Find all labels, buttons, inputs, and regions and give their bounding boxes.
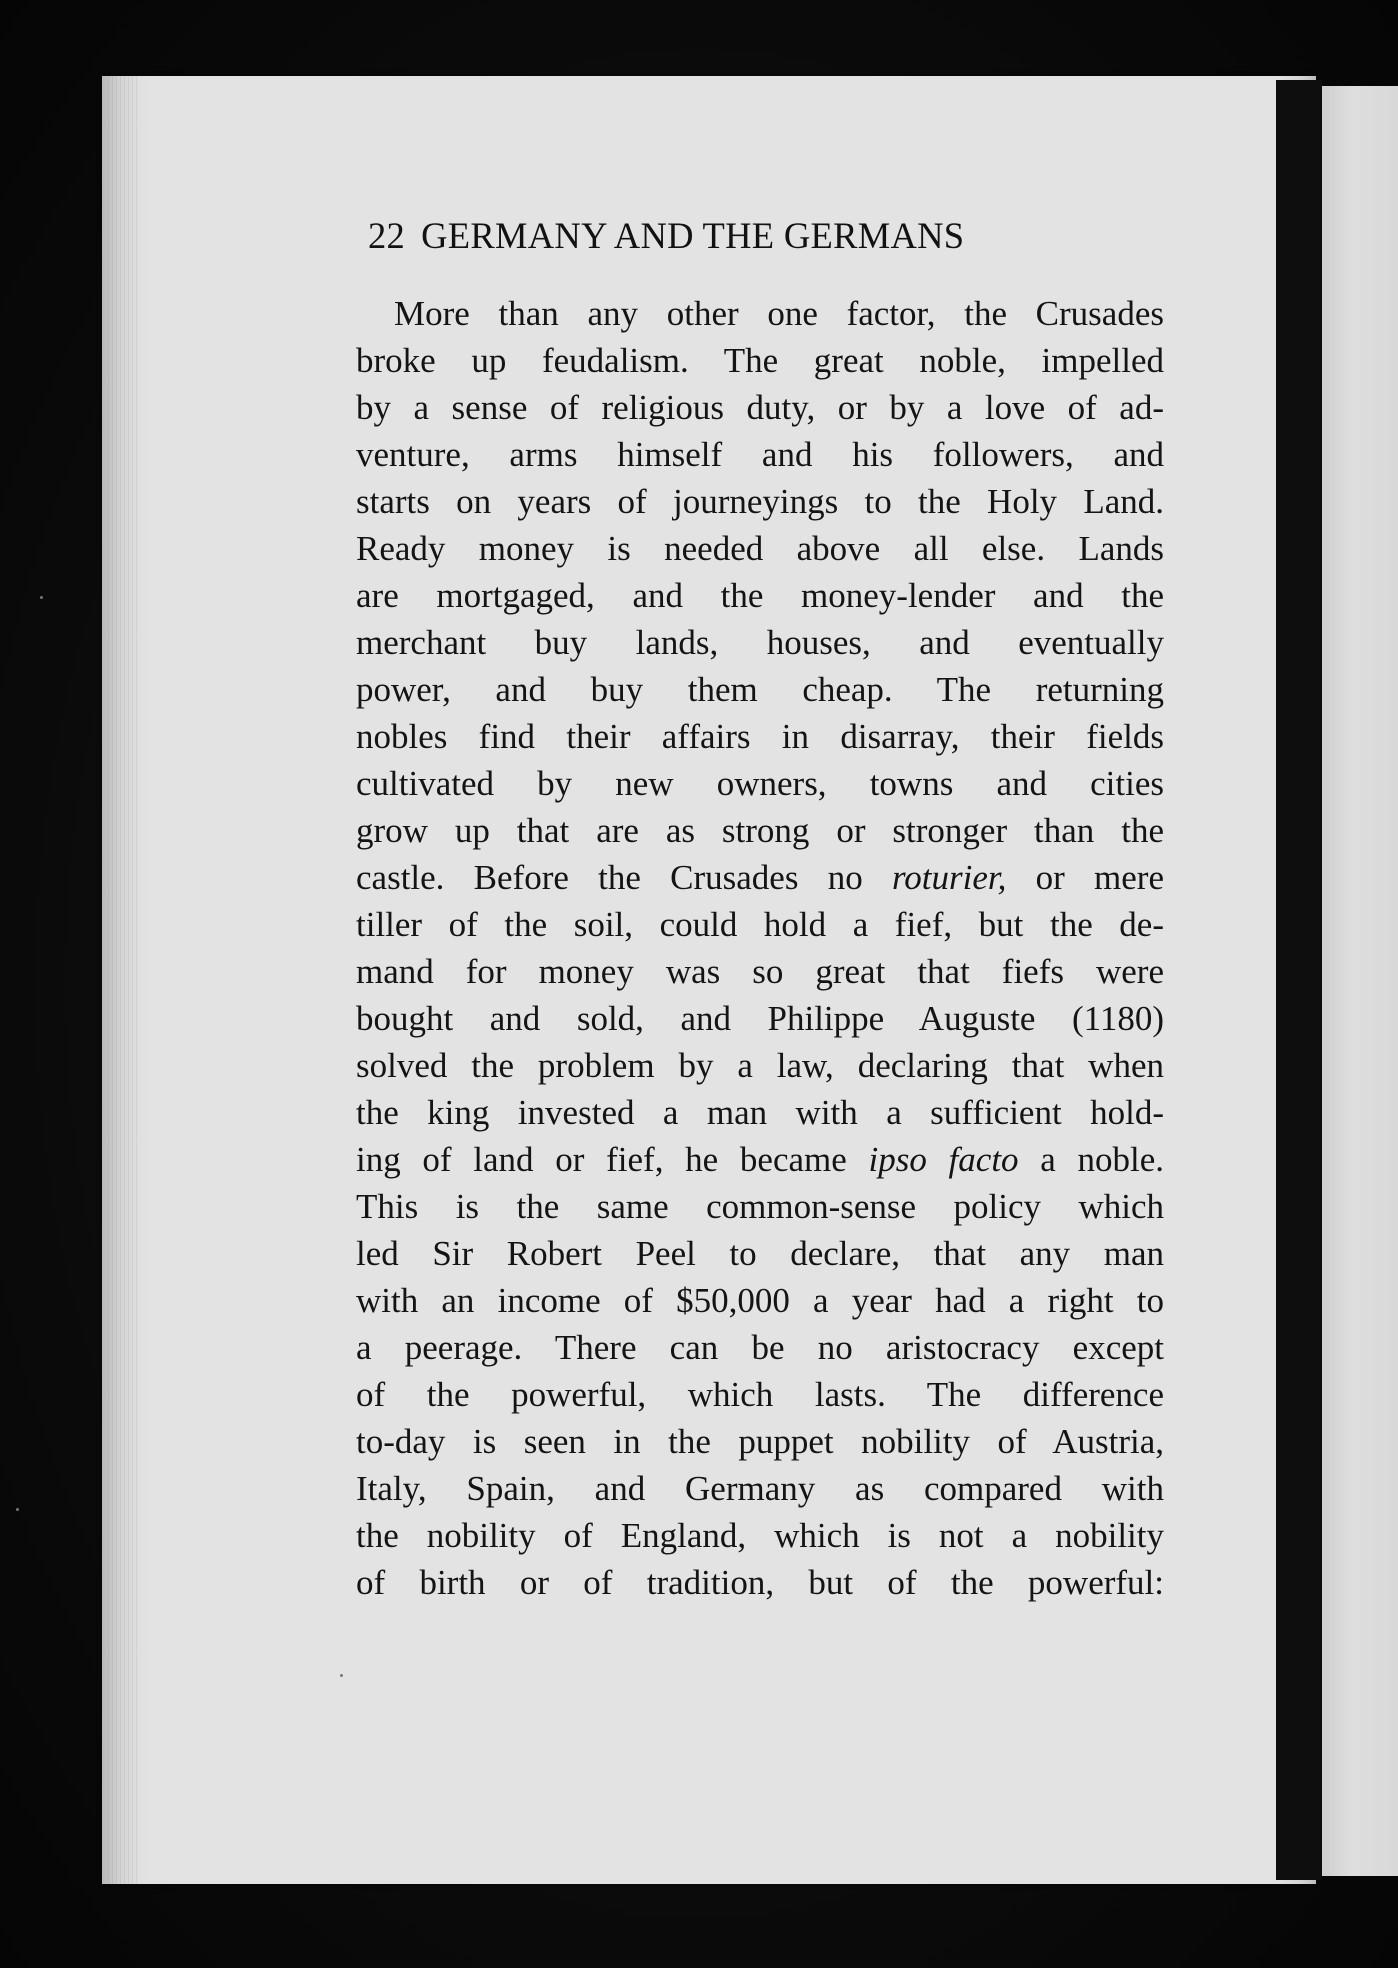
text-line: by a sense of religious duty, or by a love of ad-	[356, 388, 1164, 427]
text-line: starts on years of journeyings to the Holy Land.	[356, 482, 1164, 521]
text-line: venture, arms himself and his followers, and	[356, 435, 1164, 474]
text-line: More than any other one factor, the Crusades	[394, 294, 1164, 333]
text-segment: or mere	[1006, 858, 1164, 897]
body-text	[356, 290, 1164, 1606]
text-line: cultivated by new owners, towns and cities	[356, 764, 1164, 803]
text-line: mand for money was so great that fiefs were	[356, 952, 1164, 991]
facing-page-edge	[1322, 86, 1398, 1876]
text-line: This is the same common-sense policy which	[356, 1187, 1164, 1226]
page-fore-edge	[102, 76, 156, 1884]
text-line: to-day is seen in the puppet nobility of Austria,	[356, 1422, 1164, 1461]
text-line: are mortgaged, and the money-lender and the	[356, 576, 1164, 615]
text-segment: ing of land or fief, he became	[356, 1140, 869, 1179]
text-line: a peerage. There can be no aristocracy except	[356, 1328, 1164, 1367]
italic-term: ipso facto	[868, 1140, 1019, 1179]
text-line: solved the problem by a law, declaring that when	[356, 1046, 1164, 1085]
text-line: Italy, Spain, and Germany as compared with	[356, 1469, 1164, 1508]
text-line: with an income of $50,000 a year had a right to	[356, 1281, 1164, 1320]
text-line: the nobility of England, which is not a nobility	[356, 1516, 1164, 1555]
scan-speck	[16, 1508, 19, 1511]
running-title: GERMANY AND THE GERMANS	[421, 215, 965, 256]
text-line: bought and sold, and Philippe Auguste (1180)	[356, 999, 1164, 1038]
text-line: nobles find their affairs in disarray, their fields	[356, 717, 1164, 756]
text-line-with-italic	[356, 1136, 1164, 1183]
text-line: merchant buy lands, houses, and eventually	[356, 623, 1164, 662]
italic-term: roturier,	[891, 858, 1007, 897]
text-line: led Sir Robert Peel to declare, that any man	[356, 1234, 1164, 1273]
text-line: broke up feudalism. The great noble, impelled	[356, 341, 1164, 380]
text-line: tiller of the soil, could hold a fief, but the de-	[356, 905, 1164, 944]
text-line: grow up that are as strong or stronger than the	[356, 811, 1164, 850]
text-line: power, and buy them cheap. The returning	[356, 670, 1164, 709]
text-line: of the powerful, which lasts. The difference	[356, 1375, 1164, 1414]
text-line: of birth or of tradition, but of the powerful:	[356, 1563, 1164, 1602]
scan-speck	[340, 1674, 343, 1677]
text-segment: a noble.	[1018, 1140, 1165, 1179]
scan-speck	[40, 596, 43, 599]
text-line-with-italic	[356, 854, 1164, 901]
running-header	[368, 214, 1108, 270]
text-line: Ready money is needed above all else. Lands	[356, 529, 1164, 568]
text-line: the king invested a man with a sufficient hold-	[356, 1093, 1164, 1132]
page-number: 22	[368, 215, 406, 256]
book-spine	[1276, 80, 1322, 1880]
text-segment: castle. Before the Crusades no	[356, 858, 892, 897]
